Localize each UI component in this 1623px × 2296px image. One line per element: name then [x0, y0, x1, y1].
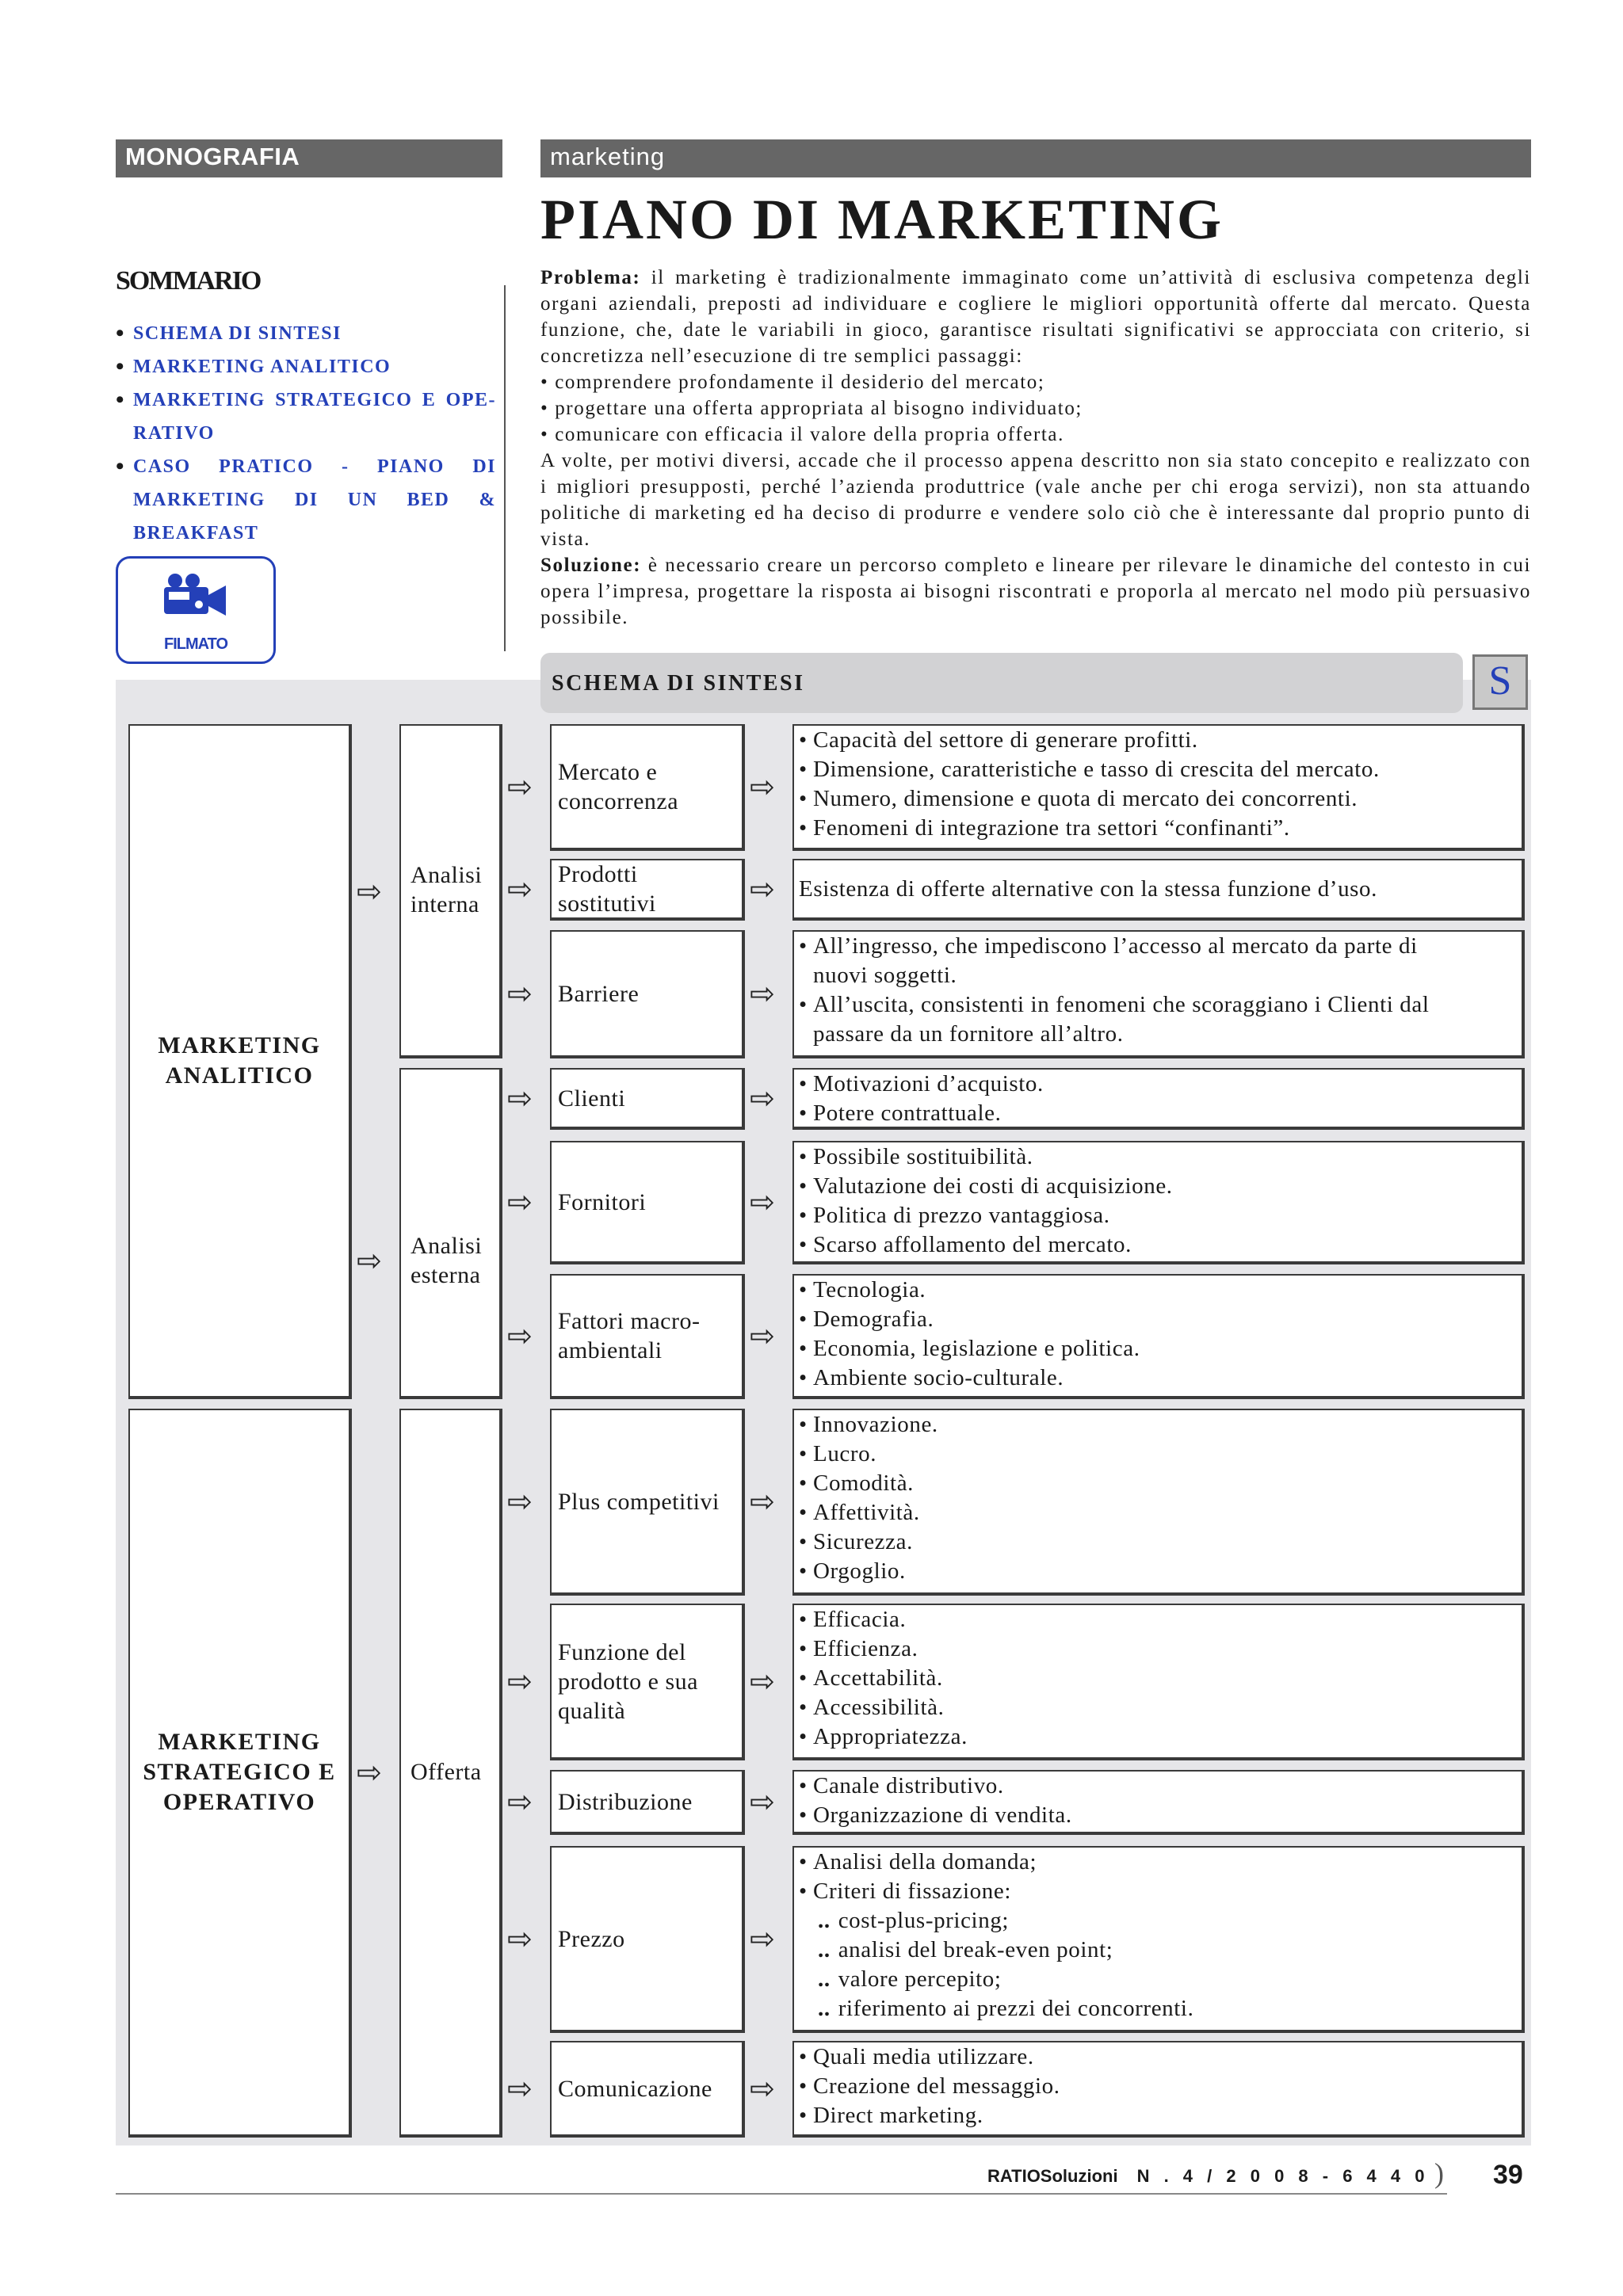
detail-box [792, 1770, 1525, 1835]
detail-arrow: ⇨ [750, 1184, 775, 1219]
sommario-divider [504, 285, 506, 651]
category-box: Clienti [550, 1068, 745, 1130]
detail-line: • Comodità. [799, 1469, 1517, 1498]
detail-line: .. analisi del break-even point; [799, 1936, 1517, 1965]
solution-label: Soluzione: [540, 555, 642, 576]
detail-line: .. riferimento ai prezzi dei concorrenti. [799, 1994, 1517, 2023]
category-box: Distribuzione [550, 1770, 745, 1835]
detail-box [792, 1846, 1525, 2033]
detail-line: • Affettività. [799, 1498, 1517, 1527]
category-box: Fattori macro-ambientali [550, 1274, 745, 1399]
video-button[interactable] [116, 556, 276, 664]
page-title: PIANO DI MARKETING [540, 188, 1224, 251]
category-box: Fornitori [550, 1141, 745, 1264]
detail-line: • Innovazione. [799, 1410, 1517, 1440]
sommario-link-strategico[interactable]: • MARKETING STRATEGICO E OPE-RATIVO [116, 383, 496, 450]
detail-line: • Accessibilità. [799, 1693, 1517, 1722]
detail-line: • Creazione del messaggio. [799, 2072, 1517, 2101]
detail-line: • Numero, dimensione e quota di mercato dei concorrenti. [799, 784, 1517, 814]
intro-paragraph: A volte, per motivi diversi, accade che il processo appena descritto non sia stato concepito e realizzato con i migliori presupposti, perché l’azienda produttrice (vale anche per chi eroga servizi), non sta attuando politiche di marketing ed ha deciso di produrre e vendere solo ciò che è interessante dal proprio punto di vista. [540, 450, 1531, 550]
detail-line: • Direct marketing. [799, 2101, 1517, 2130]
detail-line: • Demografia. [799, 1305, 1517, 1334]
detail-box [792, 1409, 1525, 1596]
category-arrow: ⇨ [507, 1921, 533, 1956]
solution-paragraph [540, 552, 1531, 631]
category-arrow: ⇨ [507, 1081, 533, 1116]
detail-line: • Sicurezza. [799, 1527, 1517, 1557]
detail-box [792, 724, 1525, 851]
detail-arrow: ⇨ [750, 769, 775, 804]
main-box: MARKETING STRATEGICO E OPERATIVO [128, 1409, 352, 2138]
detail-line: • All’ingresso, che impediscono l’accesso al mercato da parte di [799, 932, 1517, 961]
detail-line: • Politica di prezzo vantaggiosa. [799, 1201, 1517, 1230]
sommario-title: SOMMARIO [116, 266, 261, 296]
detail-line: • Appropriatezza. [799, 1722, 1517, 1752]
group-label: Offerta [411, 1759, 482, 1785]
detail-line: • Economia, legislazione e politica. [799, 1334, 1517, 1363]
detail-arrow: ⇨ [750, 1081, 775, 1116]
solution-text: è necessario creare un percorso completo e lineare per rilevare le dinamiche del contesto in cui opera l’impresa, progettare la risposta ai bisogni riscontrati e proporla al mercato nel modo più persuasivo possibile. [540, 555, 1532, 628]
sommario-link-caso-pratico[interactable]: • CASO PRATICO - PIANO DI MARKETING DI UN BED & BREAKFAST [116, 450, 496, 550]
step-item: • progettare una offerta appropriata al bisogno individuato; [540, 398, 1083, 419]
detail-line: .. cost-plus-pricing; [799, 1906, 1517, 1936]
detail-line: • Criteri di fissazione: [799, 1877, 1517, 1906]
problem-text: il marketing è tradizionalmente immaginato come un’attività di esclusiva competenza degli organi aziendali, preposti ad individuare e cogliere le migliori opportunità offerte dal mercato. Questa funzione, che, date le variabili in gioco, garantisce risultati significativi se approcciata con criterio, si concretizza nell’esecuzione di tre semplici passaggi: [540, 267, 1531, 367]
footer-brand-name: RATIOSoluzioni [987, 2166, 1118, 2186]
video-label: FILMATO [163, 635, 228, 653]
category-box: Mercato e concorrenza [550, 724, 745, 851]
detail-arrow: ⇨ [750, 1484, 775, 1519]
detail-line: • Ambiente socio-culturale. [799, 1363, 1517, 1393]
detail-line: • Organizzazione di vendita. [799, 1801, 1517, 1830]
step-item: • comunicare con efficacia il valore della propria offerta. [540, 424, 1064, 445]
detail-line: • Potere contrattuale. [799, 1099, 1517, 1128]
problem-label: Problema: [540, 267, 641, 288]
detail-line: • Canale distributivo. [799, 1772, 1517, 1801]
footer-paren: ) [1434, 2157, 1444, 2189]
detail-line: • All’uscita, consistenti in fenomeni che scoraggiano i Clienti dal [799, 990, 1517, 1020]
detail-box [792, 1141, 1525, 1264]
detail-line: • Lucro. [799, 1440, 1517, 1469]
main-box: MARKETING ANALITICO [128, 724, 352, 1399]
schema-badge: S [1472, 654, 1528, 710]
detail-line: nuovi soggetti. [813, 963, 957, 988]
category-arrow: ⇨ [507, 1184, 533, 1219]
problem-paragraph [540, 265, 1531, 369]
detail-line: passare da un fornitore all’altro. [813, 1021, 1124, 1047]
group-label: Analisi interna [411, 862, 483, 917]
category-label-bar: marketing [540, 139, 1531, 177]
category-arrow: ⇨ [507, 1784, 533, 1819]
detail-line: • Accettabilità. [799, 1664, 1517, 1693]
group-label: Analisi esterna [411, 1233, 483, 1288]
page-number: 39 [1493, 2160, 1523, 2190]
sommario-list [116, 317, 496, 550]
category-arrow: ⇨ [507, 871, 533, 906]
sommario-link-analitico[interactable]: • MARKETING ANALITICO [116, 350, 496, 383]
detail-line: • Capacità del settore di generare profitti. [799, 726, 1517, 755]
detail-arrow: ⇨ [750, 2071, 775, 2106]
category-box: Prezzo [550, 1846, 745, 2033]
detail-arrow: ⇨ [750, 976, 775, 1011]
category-arrow: ⇨ [507, 769, 533, 804]
detail-line: • Possibile sostituibilità. [799, 1142, 1517, 1172]
category-arrow: ⇨ [507, 1664, 533, 1699]
detail-line: .. valore percepito; [799, 1965, 1517, 1994]
category-box: Funzione del prodotto e sua qualità [550, 1604, 745, 1760]
intro-text [540, 265, 1531, 631]
category-box: Prodotti sostitutivi [550, 859, 745, 921]
detail-line: • Tecnologia. [799, 1276, 1517, 1305]
detail-line: • Quali media utilizzare. [799, 2042, 1517, 2072]
detail-line: Esistenza di offerte alternative con la stessa funzione d’uso. [799, 875, 1377, 902]
category-box: Barriere [550, 930, 745, 1058]
detail-box [792, 2041, 1525, 2138]
category-arrow: ⇨ [507, 1484, 533, 1519]
detail-line: • Valutazione dei costi di acquisizione. [799, 1172, 1517, 1201]
category-arrow: ⇨ [507, 1318, 533, 1353]
detail-line: • Dimensione, caratteristiche e tasso di crescita del mercato. [799, 755, 1517, 784]
detail-line: • Scarso affollamento del mercato. [799, 1230, 1517, 1260]
category-arrow: ⇨ [507, 976, 533, 1011]
detail-line: • Efficacia. [799, 1605, 1517, 1634]
detail-line: • Analisi della domanda; [799, 1848, 1517, 1877]
detail-arrow: ⇨ [750, 871, 775, 906]
footer-brand [987, 2166, 1429, 2187]
detail-box [792, 859, 1525, 921]
category-arrow: ⇨ [507, 2071, 533, 2106]
detail-arrow: ⇨ [750, 1921, 775, 1956]
footer-rule [116, 2193, 1447, 2195]
step-item: • comprendere profondamente il desiderio del mercato; [540, 372, 1045, 393]
section-label-bar: MONOGRAFIA [116, 139, 502, 177]
detail-arrow: ⇨ [750, 1784, 775, 1819]
detail-arrow: ⇨ [750, 1664, 775, 1699]
group-arrow: ⇨ [357, 1243, 382, 1278]
detail-line: • Orgoglio. [799, 1557, 1517, 1586]
detail-box [792, 1604, 1525, 1760]
group-arrow: ⇨ [357, 874, 382, 909]
category-box: Plus competitivi [550, 1409, 745, 1596]
category-box: Comunicazione [550, 2041, 745, 2138]
footer-issue: N . 4 / 2 0 0 8 - 6 4 4 0 [1136, 2166, 1430, 2186]
detail-box [792, 930, 1525, 1058]
detail-box [792, 1274, 1525, 1399]
schema-title: SCHEMA DI SINTESI [540, 653, 1463, 713]
detail-arrow: ⇨ [750, 1318, 775, 1353]
video-camera-icon [158, 573, 237, 624]
group-arrow: ⇨ [357, 1755, 382, 1790]
detail-box [792, 1068, 1525, 1130]
detail-line: • Efficienza. [799, 1634, 1517, 1664]
sommario-link-schema[interactable]: • SCHEMA DI SINTESI [116, 317, 496, 350]
detail-line: • Motivazioni d’acquisto. [799, 1070, 1517, 1099]
detail-line: • Fenomeni di integrazione tra settori “confinanti”. [799, 814, 1517, 843]
